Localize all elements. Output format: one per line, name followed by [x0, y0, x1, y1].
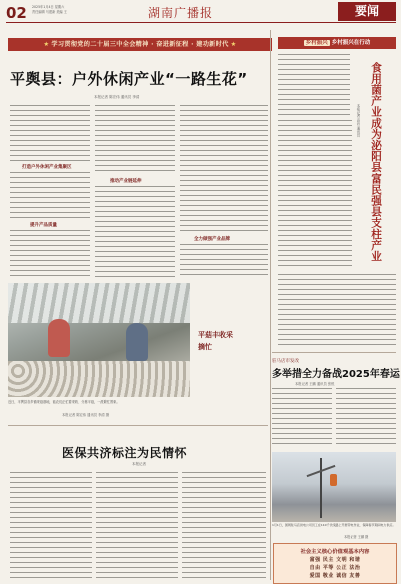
subhead: 推动产业链延伸	[110, 179, 142, 184]
body-text	[336, 388, 396, 448]
body-text	[10, 472, 92, 580]
farmer-figure	[126, 323, 148, 361]
story3-byline: 本报记者 王鹏 通讯员 张悦	[295, 382, 335, 386]
body-text	[272, 388, 332, 448]
power-line-photo	[272, 452, 396, 522]
star-icon: ★	[43, 41, 50, 48]
photo-credit: 本报记者 王鹏 摄	[344, 535, 369, 539]
theme-banner	[8, 38, 272, 51]
section-label: 要闻	[338, 2, 396, 21]
body-text	[96, 472, 178, 580]
date-line: 2025年1月4日 星期六	[32, 5, 65, 9]
body-text	[10, 230, 90, 278]
story3-headline: 多举措全力备战2025年春运	[272, 369, 400, 380]
core-values-title: 社会主义核心价值观基本内容	[300, 549, 370, 555]
subhead: 打造户外休闲产业集聚区	[22, 165, 72, 170]
transmission-tower	[320, 458, 322, 518]
date-line: 责任编辑 马建新 美编 王	[32, 9, 67, 14]
column-byline: 本报记者 高岩 通讯员	[356, 104, 360, 137]
mushroom-harvest-photo	[8, 283, 190, 397]
core-values-row: 爱国 敬业 诚信 友善	[309, 573, 361, 579]
page-number: 02	[6, 4, 27, 22]
body-text	[182, 472, 266, 580]
subhead: 提升产品质量	[30, 223, 57, 228]
body-text	[10, 105, 90, 161]
photo-note: 1月1日，国网驻马店供电公司员工在110千伏线路上开展带电作业，保障春节期间电力供应。	[272, 523, 396, 527]
body-text	[180, 105, 268, 233]
issue-date	[32, 5, 67, 14]
body-text	[278, 54, 350, 118]
header-divider	[6, 22, 396, 23]
column-banner	[278, 37, 396, 49]
body-text	[95, 105, 175, 175]
core-values-row: 富强 民主 文明 和谐	[309, 557, 361, 563]
masthead-logo: 湖南广播报	[148, 6, 214, 20]
photo-caption	[198, 329, 238, 353]
body-text	[10, 172, 90, 220]
story3-kicker: 驻马店市发改	[272, 359, 299, 364]
banner-text: 学习贯彻党的二十届三中全会精神 · 奋进新征程 · 建功新时代	[51, 41, 229, 48]
caption-text: 平菇丰收采摘忙	[198, 331, 233, 351]
body-text	[278, 120, 352, 270]
main-headline: 平舆县：户外休闲产业“一路生花”	[10, 70, 248, 88]
greenhouse-roof	[8, 283, 190, 323]
story2-byline: 本报记者	[132, 462, 146, 466]
column-headline: 食用菌产业成为泌阳县富民强县支柱产业	[370, 62, 382, 262]
main-byline: 本报记者 陈宏伟 通讯员 李清	[94, 95, 140, 99]
column-divider	[270, 30, 271, 580]
farmer-figure	[48, 319, 70, 357]
photo-credit: 本报记者 陈宏伟 通讯员 李清 摄	[62, 413, 110, 417]
body-text	[95, 186, 175, 278]
section-divider	[272, 352, 396, 353]
lineworker-figure	[330, 474, 337, 486]
column-label: 乡村振兴在行动	[331, 40, 371, 46]
mushroom-crop	[8, 361, 190, 397]
body-text	[278, 274, 396, 348]
photo-note: 近日，平舆县各乡镇采菇基地，菇农们正忙着采收、分拣平菇，一派繁忙景象。	[8, 400, 120, 404]
star-icon: ★	[230, 41, 237, 48]
subhead: 全力做强产业品牌	[194, 237, 230, 242]
column-tag: 乡村振兴	[305, 40, 328, 46]
story2-headline: 医保共济标注为民情怀	[62, 446, 188, 460]
core-values-row: 自由 平等 公正 法治	[309, 565, 361, 571]
body-text	[180, 244, 268, 278]
section-divider	[8, 425, 268, 426]
